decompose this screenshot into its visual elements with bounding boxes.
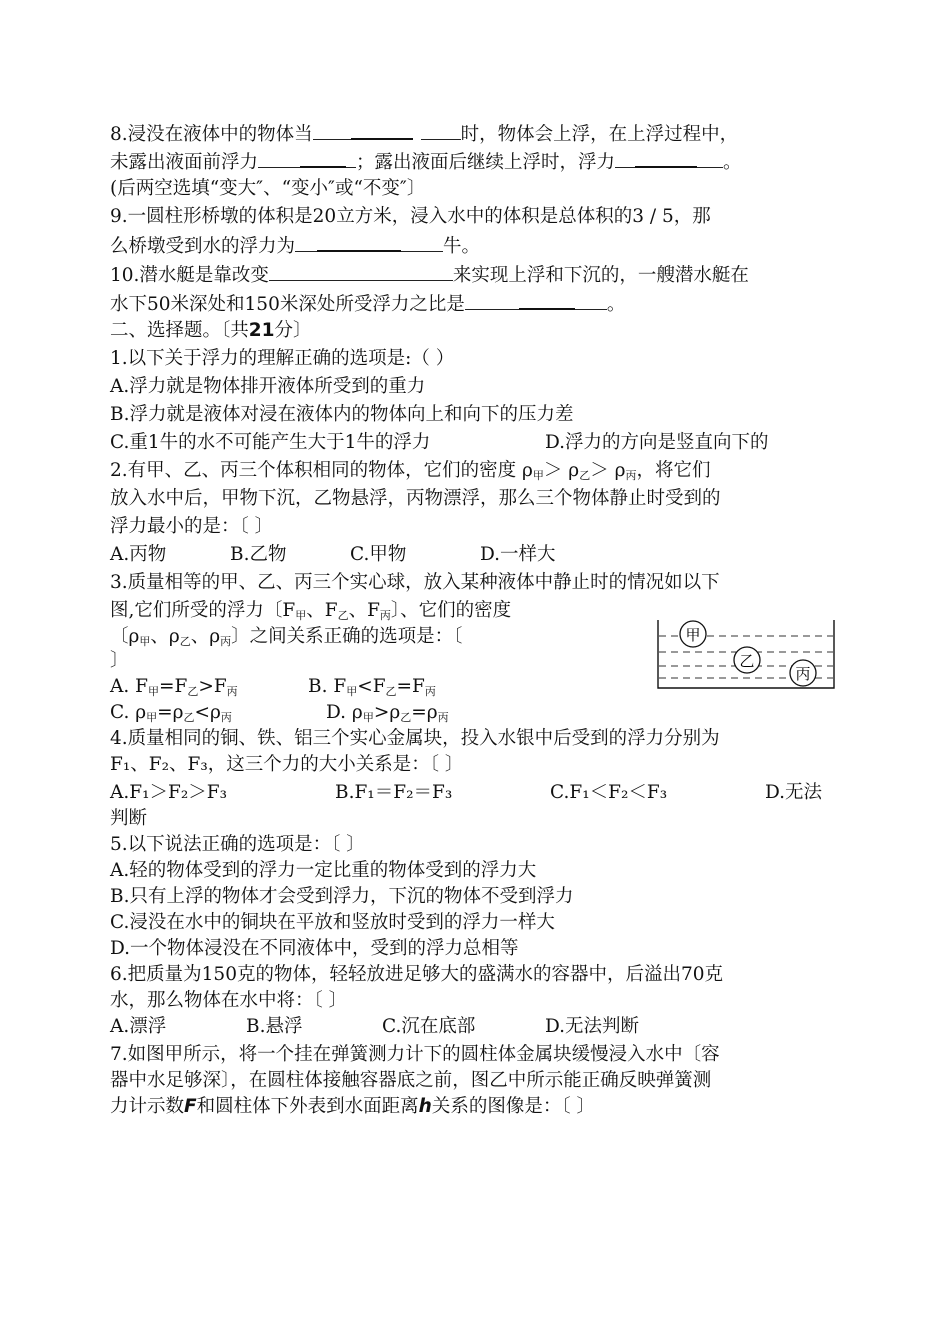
c4-option-a[interactable]: A.F₁＞F₂＞F₃ xyxy=(110,782,227,803)
c6-option-d[interactable]: D.无法判断 xyxy=(545,1016,640,1037)
c3-option-a[interactable]: A. $F_甲=F_乙>F_丙$ xyxy=(110,676,238,698)
c2-line2: 放入水中后，甲物下沉，乙物悬浮，丙物漂浮，那么三个物体静止时受到的 xyxy=(110,488,721,509)
q10-line1: 10.潜水艇是靠改变 来实现上浮和下沉的，一艘潜水艇在 xyxy=(110,262,749,289)
c5-option-d[interactable]: D.一个物体浸没在不同液体中，受到的浮力总相等 xyxy=(110,938,519,959)
ball-bing-label: 丙 xyxy=(795,665,811,683)
q10-blank1[interactable] xyxy=(269,262,453,281)
c7-line2: 器中水足够深〕，在圆柱体接触容器底之前，图乙中所示能正确反映弹簧测 xyxy=(110,1070,712,1091)
c3-container-figure xyxy=(657,618,835,690)
c1-options-cd xyxy=(110,430,769,456)
c4-option-b[interactable]: B.F₁＝F₂＝F₃ xyxy=(335,782,453,803)
c3-line4: 〕 xyxy=(110,650,129,671)
c4-option-c[interactable]: C.F₁＜F₂＜F₃ xyxy=(550,782,668,803)
c6-option-c[interactable]: C.沉在底部 xyxy=(382,1016,476,1037)
q10-blank2[interactable] xyxy=(519,290,575,310)
c4-option-d-cont: 判断 xyxy=(110,808,148,829)
c2-line3: 浮力最小的是：〔 〕 xyxy=(110,516,274,537)
c3-option-b[interactable]: B. $F_甲<F_乙=F_丙$ xyxy=(308,676,436,698)
q8-blank2b[interactable] xyxy=(300,148,346,168)
c2-option-c[interactable]: C.甲物 xyxy=(350,544,407,565)
c5-stem: 5.以下说法正确的选项是：〔 〕 xyxy=(110,834,365,855)
c1-option-c[interactable]: C.重1牛的水不可能产生大于1牛的浮力 xyxy=(110,432,431,453)
q8-line3: (后两空选填“变大″、“变小″或“不变″〕 xyxy=(110,178,426,199)
q8-blank3[interactable] xyxy=(615,149,635,168)
q8-blank1[interactable] xyxy=(313,121,351,140)
q9-blank[interactable] xyxy=(317,232,401,252)
q8-blank1c[interactable] xyxy=(421,121,461,140)
c5-option-a[interactable]: A.轻的物体受到的浮力一定比重的物体受到的浮力大 xyxy=(110,860,537,881)
q8-blank3b[interactable] xyxy=(635,148,697,168)
c3-line3: 〔$\rho_甲$、$\rho_乙$、$\rho_丙$〕之间关系正确的选项是：〔 xyxy=(110,626,463,648)
c4-line2: F₁、F₂、F₃，这三个力的大小关系是：〔 〕 xyxy=(110,754,464,775)
c2-option-b[interactable]: B.乙物 xyxy=(230,544,287,565)
c6-option-b[interactable]: B.悬浮 xyxy=(246,1016,303,1037)
c6-option-a[interactable]: A.漂浮 xyxy=(110,1016,167,1037)
c5-option-b[interactable]: B.只有上浮的物体才会受到浮力，下沉的物体不受到浮力 xyxy=(110,886,574,907)
q8-line1: 8.浸没在液体中的物体当 时，物体会上浮，在上浮过程中， xyxy=(110,120,738,148)
q10-line2: 水下50米深处和150米深处所受浮力之比是 。 xyxy=(110,290,625,318)
c3-line2: 图,它们所受的浮力〔$F_甲$、$F_乙$、$F_丙$〕、它们的密度 xyxy=(110,600,512,622)
section-title: 二、选择题。〔共21分〕 xyxy=(110,320,312,341)
c4-options xyxy=(110,780,823,806)
q9-line1: 9.一圆柱形桥墩的体积是20立方米，浸入水中的体积是总体积的3 / 5，那 xyxy=(110,206,711,227)
c5-option-c[interactable]: C.浸没在水中的铜块在平放和竖放时受到的浮力一样大 xyxy=(110,912,555,933)
c2-options xyxy=(110,542,556,568)
ball-jia-label: 甲 xyxy=(685,626,701,644)
c4-line1: 4.质量相同的铜、铁、铝三个实心金属块，投入水银中后受到的浮力分别为 xyxy=(110,728,720,749)
c2-option-a[interactable]: A.丙物 xyxy=(110,544,167,565)
q8-blank1b[interactable] xyxy=(351,120,413,140)
c2-option-d[interactable]: D.一样大 xyxy=(480,544,556,565)
c6-line1: 6.把质量为150克的物体，轻轻放进足够大的盛满水的容器中，后溢出70克 xyxy=(110,964,724,985)
c3-option-d[interactable]: D. $\rho_甲>\rho_乙=\rho_丙$ xyxy=(326,702,449,724)
c7-line1: 7.如图甲所示，将一个挂在弹簧测力计下的圆柱体金属块缓慢浸入水中〔容 xyxy=(110,1044,720,1065)
q8-blank2[interactable] xyxy=(258,149,300,168)
q8-line2: 未露出液面前浮力 ；露出液面后继续上浮时，浮力 。 xyxy=(110,148,742,176)
c3-line1: 3.质量相等的甲、乙、丙三个实心球，放入某种液体中静止时的情况如以下 xyxy=(110,572,720,593)
c2-line1: 2.有甲、乙、丙三个体积相同的物体，它们的密度 $\rho_甲> \rho_乙> \rho_丙$，将它们 xyxy=(110,460,711,482)
c6-options xyxy=(110,1014,640,1040)
c1-option-b[interactable]: B.浮力就是液体对浸在液体内的物体向上和向下的压力差 xyxy=(110,404,574,425)
c1-option-d[interactable]: D.浮力的方向是竖直向下的 xyxy=(545,432,769,453)
c4-option-d[interactable]: D.无法 xyxy=(765,782,823,803)
c1-stem: 1.以下关于浮力的理解正确的选项是:（ ） xyxy=(110,348,455,369)
c6-line2: 水，那么物体在水中将：〔 〕 xyxy=(110,990,348,1011)
c3-option-c[interactable]: C. $\rho_甲=\rho_乙<\rho_丙$ xyxy=(110,702,232,724)
q9-line2: 么桥墩受到水的浮力为 牛。 xyxy=(110,232,480,260)
c1-option-a[interactable]: A.浮力就是物体排开液体所受到的重力 xyxy=(110,376,426,397)
c7-line3: 力计示数F和圆柱体下外表到水面距离h关系的图像是：〔 〕 xyxy=(110,1096,595,1117)
ball-yi-label: 乙 xyxy=(739,652,755,670)
